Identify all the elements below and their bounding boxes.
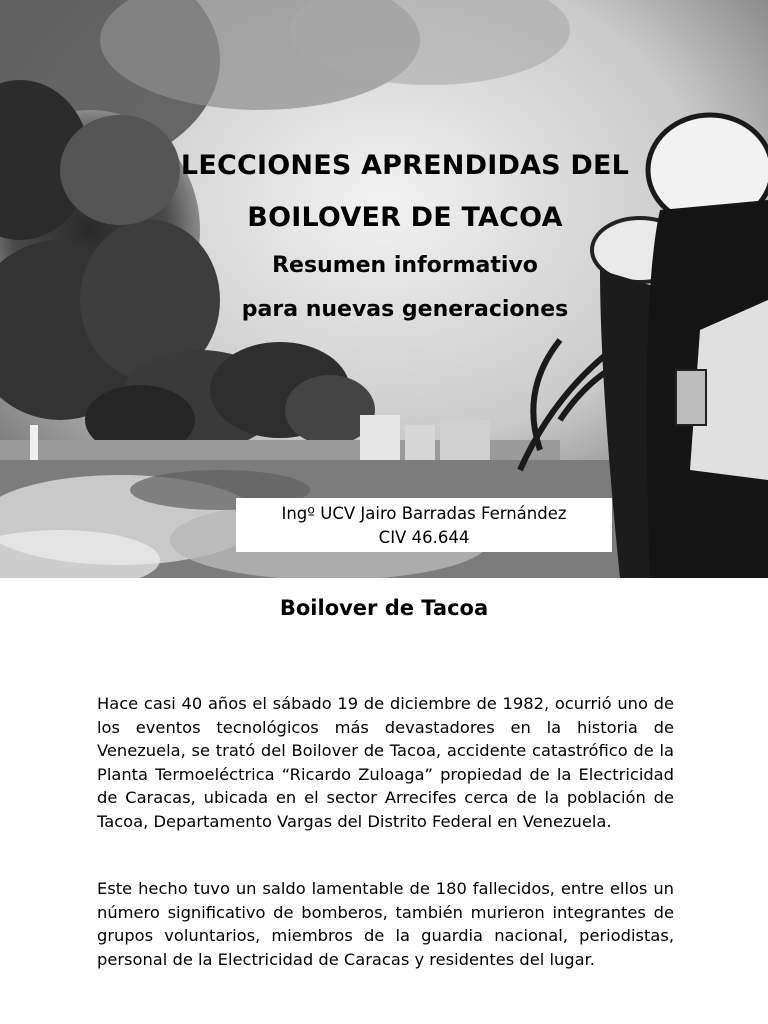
- cover-subtitle-line-1: Resumen informativo: [272, 253, 538, 278]
- section-title: Boilover de Tacoa: [279, 596, 489, 620]
- author-name: Ingº UCV Jairo Barradas Fernández: [281, 504, 567, 523]
- body-paragraph-2: Este hecho tuvo un saldo lamentable de 180 fallecidos, entre ellos un número significativo de bomberos, también murieron integrantes de grupos voluntarios, miembros de la guardia nacional, periodistas, personal de la Electricidad de Caracas y residentes del lugar.: [97, 879, 674, 969]
- cover-title-block: [150, 140, 660, 332]
- author-box: [236, 498, 612, 552]
- cover-subtitle-line-2: para nuevas generaciones: [241, 297, 569, 322]
- cover-title-line-1: LECCIONES APRENDIDAS DEL: [180, 150, 630, 181]
- body-paragraph-1: Hace casi 40 años el sábado 19 de diciembre de 1982, ocurrió uno de los eventos tecnológicos más devastadores en la historia de Venezuela, se trató del Boilover de Tacoa, accidente catastrófico de la Planta Termoeléctrica “Ricardo Zuloaga” propiedad de la Electricidad de Caracas, ubicada en el sector Arrecifes cerca de la población de Tacoa, Departamento Vargas del Distrito Federal en Venezuela.: [97, 694, 674, 831]
- author-registration: CIV 46.644: [378, 528, 470, 547]
- cover-title-line-2: BOILOVER DE TACOA: [247, 202, 563, 233]
